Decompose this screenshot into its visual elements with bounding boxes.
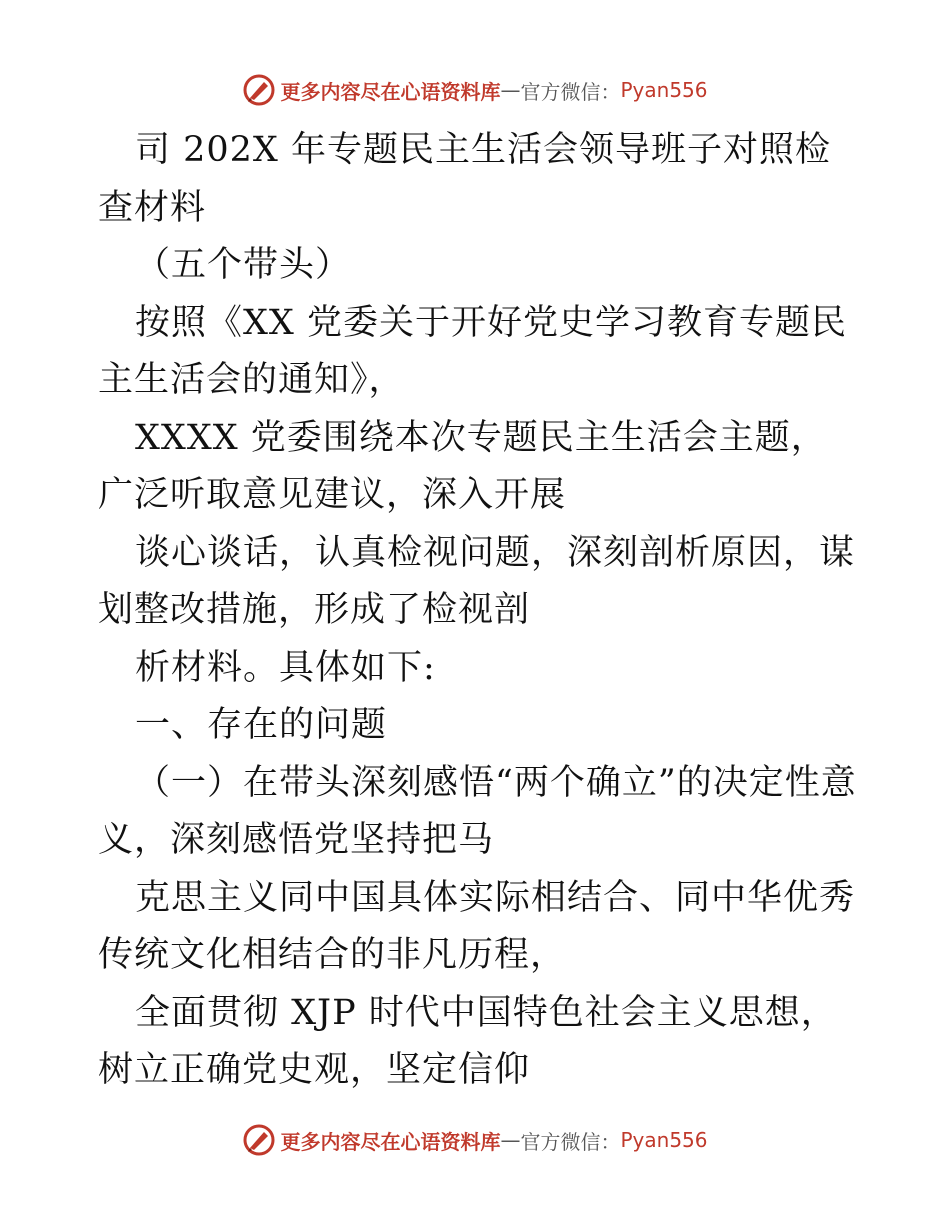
watermark-official-label: 官方微信：	[520, 1129, 621, 1154]
watermark-dash: —	[500, 78, 521, 102]
doc-paragraph: XXXX 党委围绕本次专题民主生活会主题，广泛听取意见建议，深入开展	[98, 417, 827, 515]
doc-paragraph: 按照《XX 党委关于开好党史学习教育专题民主生活会的通知》，	[98, 302, 847, 400]
doc-paragraph: （一）在带头深刻感悟“两个确立”的决定性意义，深刻感悟党坚持把马	[98, 762, 857, 860]
doc-subtitle: （五个带头）	[135, 245, 352, 285]
watermark-main-text: 更多内容尽在心语资料库	[280, 79, 501, 104]
doc-paragraph: 析材料。具体如下:	[135, 647, 436, 688]
doc-title: 司 202X 年专题民主生活会领导班子对照检查材料	[98, 130, 831, 228]
pen-logo-icon	[242, 73, 276, 107]
watermark-banner-top	[0, 70, 950, 110]
watermark-dash: —	[500, 1128, 521, 1152]
watermark-official-label: 官方微信：	[520, 79, 621, 104]
doc-paragraph: 全面贯彻 XJP 时代中国特色社会主义思想，树立正确党史观，坚定信仰	[98, 992, 837, 1090]
pen-logo-icon	[242, 1123, 276, 1157]
section-heading: 一、存在的问题	[135, 705, 388, 745]
watermark-wechat-id: Pyan556	[620, 78, 708, 102]
doc-paragraph: 谈心谈话，认真检视问题，深刻剖析原因，谋划整改措施，形成了检视剖	[98, 532, 856, 630]
watermark-wechat-id: Pyan556	[620, 1128, 708, 1152]
watermark-main-text: 更多内容尽在心语资料库	[280, 1129, 501, 1154]
doc-paragraph: 克思主义同中国具体实际相结合、同中华优秀传统文化相结合的非凡历程，	[98, 877, 856, 975]
watermark-banner-bottom	[0, 1120, 950, 1160]
document-body	[98, 122, 858, 1100]
